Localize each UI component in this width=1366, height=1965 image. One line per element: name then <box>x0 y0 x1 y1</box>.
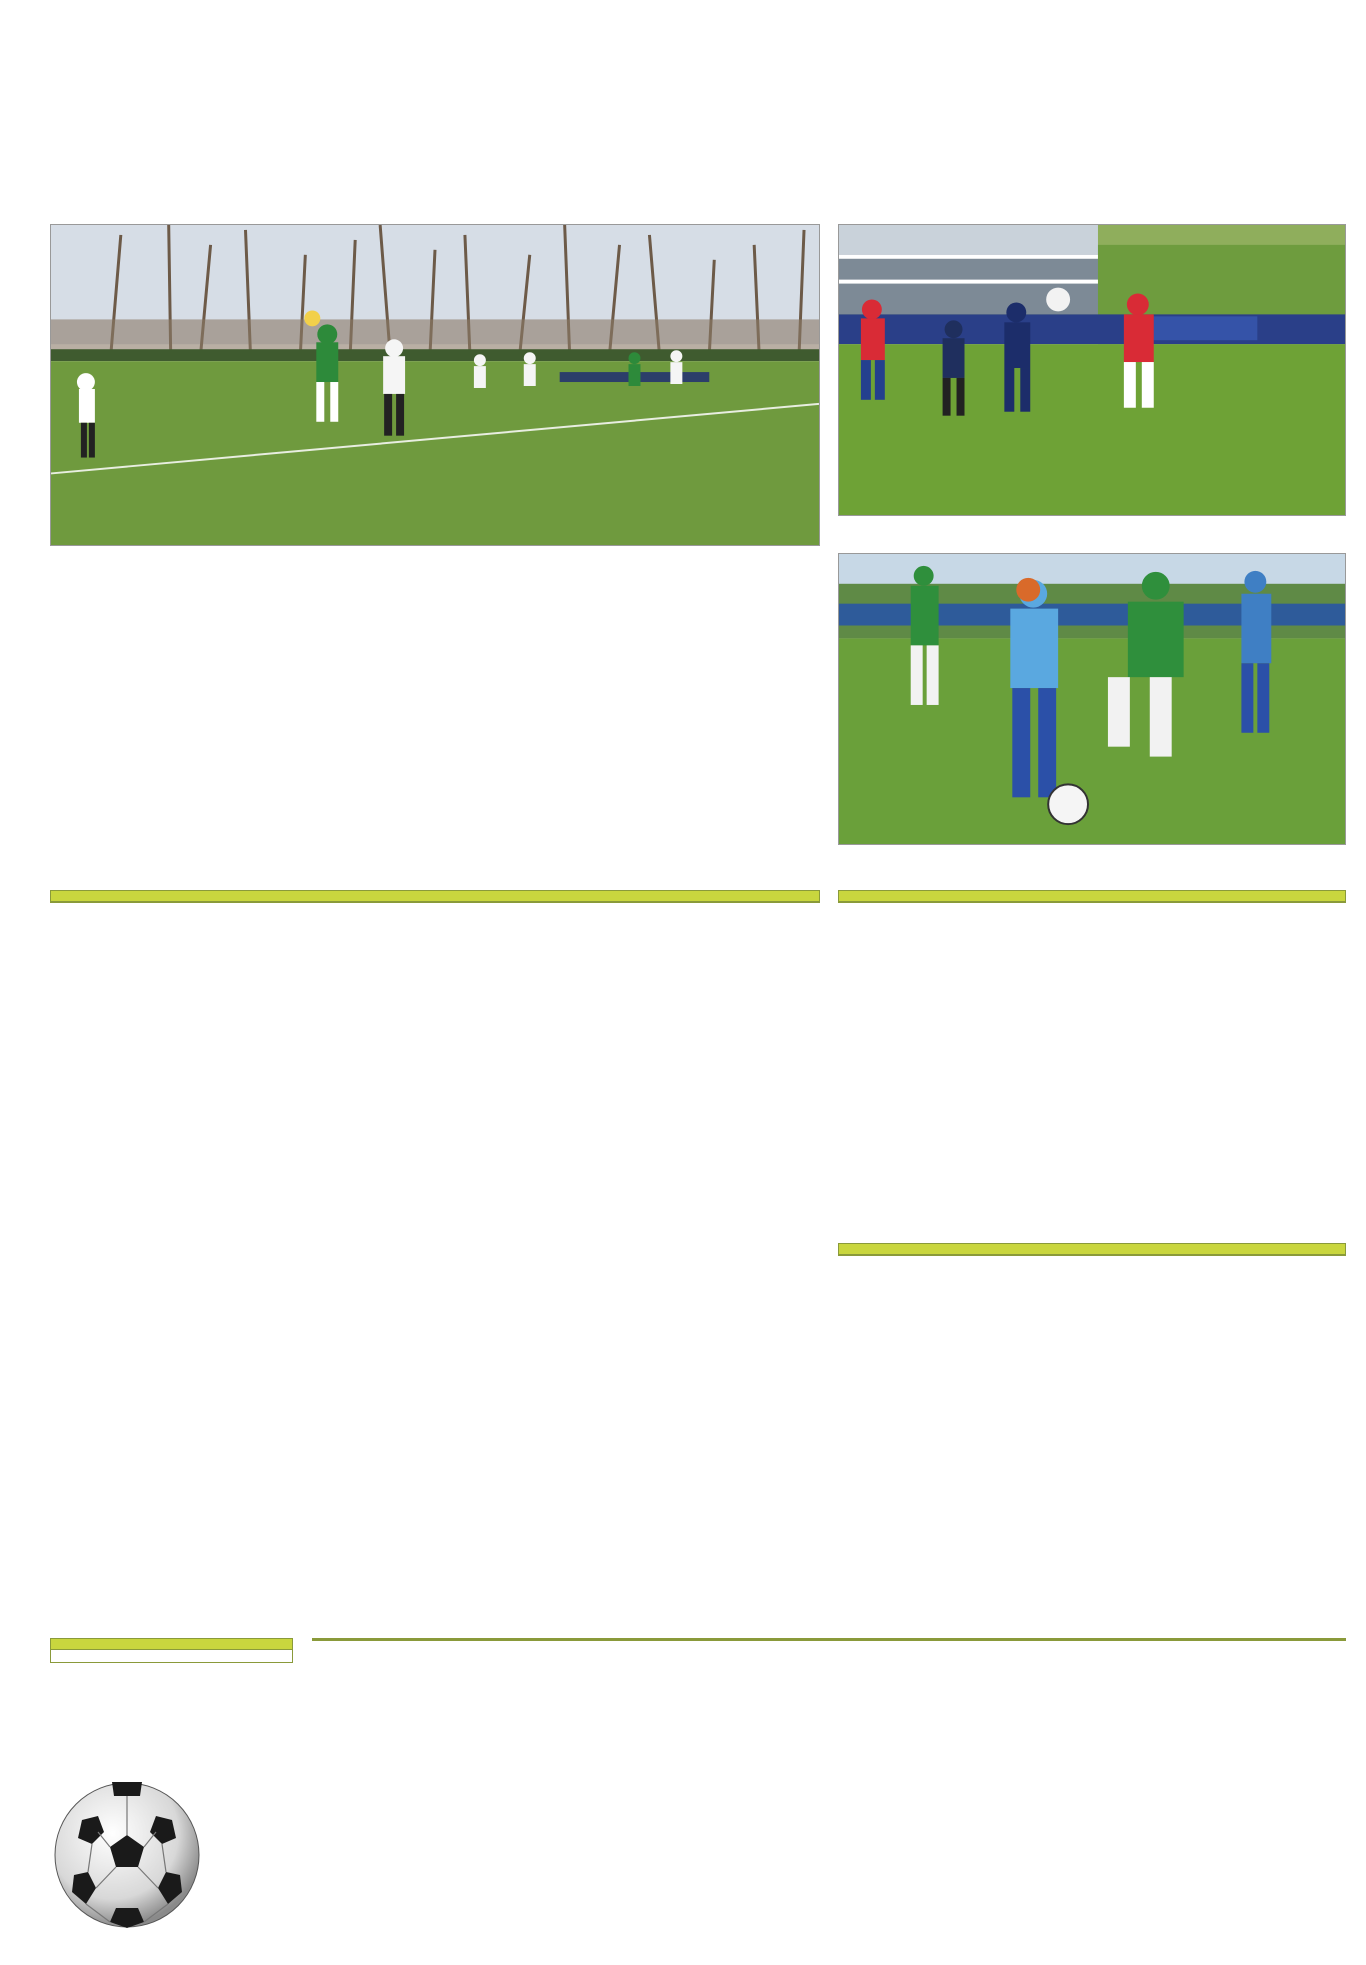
statistics-table <box>312 1638 1346 1641</box>
aantal-wedstrijden-box <box>50 1638 293 1663</box>
article-column-2 <box>312 590 558 607</box>
aantal-title <box>51 1639 292 1650</box>
clubtopscorers-title <box>51 891 819 902</box>
article-column-1 <box>50 590 296 625</box>
photo-football-match-3 <box>838 553 1346 845</box>
article-column-3 <box>574 590 820 607</box>
eilandelijke-topscorers-table <box>838 890 1346 903</box>
photo-football-match-1 <box>50 224 820 546</box>
football-icon <box>52 1780 202 1930</box>
photo-football-match-2 <box>838 224 1346 516</box>
clubtopscorers-table <box>50 890 820 903</box>
hattricks-table <box>838 1243 1346 1256</box>
eilandelijke-title <box>839 891 1345 902</box>
article-body <box>50 590 820 870</box>
hattricks-title <box>839 1244 1345 1255</box>
